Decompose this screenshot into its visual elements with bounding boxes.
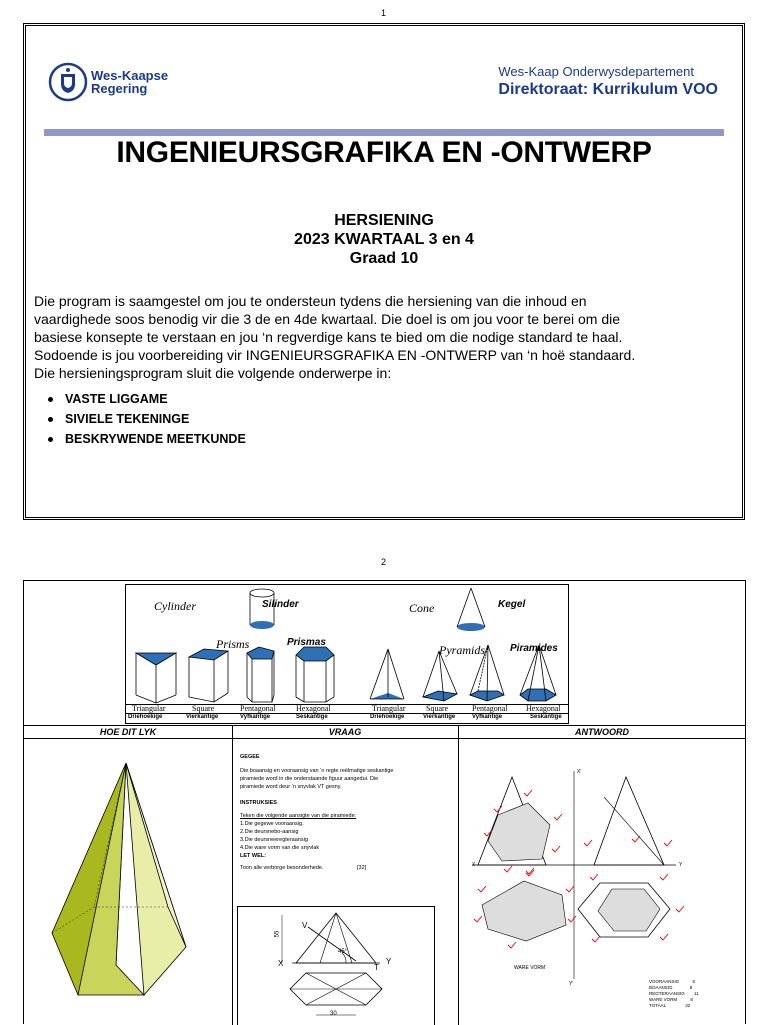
shape-type-label: Triangular <box>372 704 406 713</box>
shape-type-label-af: Vyfkantige <box>240 714 271 720</box>
shape-type-label-af: Vierkantige <box>423 714 456 720</box>
header-divider <box>44 129 724 136</box>
page-number-1: 1 <box>381 8 387 18</box>
list-item: VASTE LIGGAME <box>48 389 246 409</box>
true-shape-label: WARE VORM <box>514 965 546 971</box>
shape-type-label: Pentagonal <box>240 704 276 713</box>
answer-label-x: X <box>472 862 476 868</box>
shape-type-label-af: Vierkantige <box>186 714 219 720</box>
prisms-label-en: Prisms <box>216 637 250 651</box>
cylinder-label-af: Silinder <box>262 599 299 610</box>
shape-type-label: Square <box>192 704 215 713</box>
label-x: X <box>278 959 284 968</box>
list-item: SIVIELE TEKENINGE <box>48 409 246 429</box>
page-1 <box>23 23 745 520</box>
label-t: T <box>374 963 379 972</box>
cone-label-en: Cone <box>409 601 435 615</box>
solids-reference-chart <box>125 584 569 724</box>
shape-type-label: Hexagonal <box>296 704 331 713</box>
marks-totals: VOORAANSIG 5 BOAANSIG 8 REGTERAANSIG 11 WARE VORM 8 TOTAAL 32 <box>649 979 699 1008</box>
question-text: GEGEE Die boaansig en vooraansig van ‘n regte reëlmatige seskantige piramiede word in die onderstaande figuur aangedui. Die piramiede word deur ‘n snyvlak VT gesny. INSTRUKSIES Teken die volgende aansigte van die piramiede: 1.Die gegewe vooraansig. 2.Die deursnebo-aansig 3.Die deursneeregteraansig 4.Die ware vorm van die snyvlak LET WEL: Toon alle verborge besonderhede. [32] <box>240 753 450 872</box>
topic-list <box>48 389 246 449</box>
answer-label-y: Y <box>679 862 683 868</box>
square-pyramid-shape <box>423 651 457 701</box>
answer-label-x1: X' <box>577 769 582 775</box>
department-name: Wes-Kaap Onderwysdepartement <box>498 64 694 79</box>
page-2 <box>23 580 746 1024</box>
document-title: INGENIEURSGRAFIKA EN -ONTWERP <box>116 136 652 169</box>
dim-height: 55 <box>274 930 281 938</box>
pentagonal-prism-shape <box>247 647 274 702</box>
label-v: V <box>302 921 308 930</box>
shape-type-label-af: Seskantige <box>530 714 562 720</box>
triangular-pyramid-shape <box>370 649 404 699</box>
square-prism-shape <box>189 649 228 702</box>
question-drawing <box>237 906 435 1025</box>
cone-shape <box>457 588 485 631</box>
document-subtitle: HERSIENING 2023 KWARTAAL 3 en 4 Graad 10 <box>294 212 474 267</box>
answer-drawing <box>464 769 744 999</box>
dim-angle: 45° <box>338 949 348 955</box>
column-header-appearance: HOE DIT LYK <box>99 727 157 737</box>
triangular-prism-shape <box>136 653 176 703</box>
cylinder-label-en: Cylinder <box>154 599 196 613</box>
list-item: BESKRYWENDE MEETKUNDE <box>48 429 246 449</box>
pyramids-label-en: Pyramids <box>439 643 485 657</box>
shape-type-label: Triangular <box>132 704 166 713</box>
pyramids-label-af: Piramides <box>510 643 558 654</box>
dim-width: 30 <box>330 1011 337 1017</box>
prisms-label-af: Prismas <box>287 637 326 648</box>
column-header-question: VRAAG <box>328 727 362 737</box>
label-y: Y <box>386 957 392 966</box>
hexagonal-prism-shape <box>296 647 334 702</box>
page-number-2: 2 <box>381 557 387 567</box>
shape-type-label-af: Seskantige <box>296 714 328 720</box>
intro-paragraph: Die program is saamgestel om jou te ondersteun tydens die hersiening van die inhoud en vaardighede soos benodig vir die 3 de en 4de kwartaal. Die doel is om jou voor te berei om die basiese konsepte te verstaan en jou ‘n regverdige kans te bied om die nodige standard te haal. Sodoende is jou voorbereiding vir INGENIEURSGRAFIKA EN -ONTWERP van ‘n hoë standaard. Die hersieningsprogram sluit die volgende onderwerpe in: <box>34 293 636 381</box>
answer-label-y1: Y' <box>569 981 574 987</box>
shape-type-label-af: Vyfkantige <box>472 714 503 720</box>
given-heading: GEGEE <box>240 754 260 760</box>
hexagonal-pyramid-3d-illustration <box>44 757 214 1025</box>
column-header-answer: ANTWOORD <box>575 727 629 737</box>
shape-type-label: Square <box>426 704 449 713</box>
cone-label-af: Kegel <box>498 599 526 610</box>
shape-type-label: Hexagonal <box>526 704 561 713</box>
logo-text: Wes-Kaapse Regering <box>91 68 169 96</box>
coat-of-arms-logo <box>48 62 88 102</box>
department-header <box>498 64 718 99</box>
instructions-heading: INSTRUKSIES <box>240 800 277 806</box>
directorate-name: Direktoraat: Kurrikulum VOO <box>498 81 718 98</box>
shape-type-label: Pentagonal <box>472 704 508 713</box>
shape-type-label-af: Driehoekige <box>128 714 163 720</box>
shape-type-label-af: Driehoekige <box>370 714 405 720</box>
